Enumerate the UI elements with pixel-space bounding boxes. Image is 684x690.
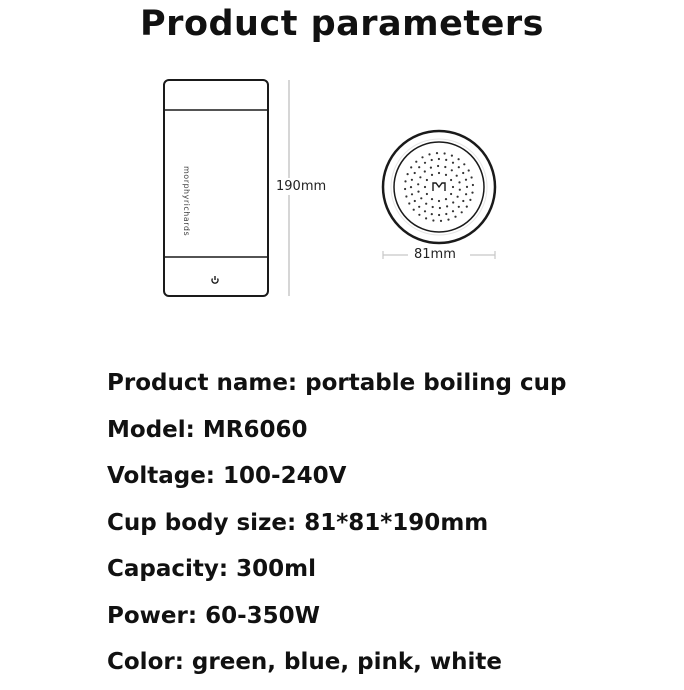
vent-hole <box>419 176 421 178</box>
vent-hole <box>426 193 428 195</box>
vent-hole <box>440 220 442 222</box>
diameter-label: 81mm <box>414 247 456 262</box>
product-diagram <box>0 70 684 310</box>
vent-hole <box>410 166 412 168</box>
vent-hole <box>458 158 460 160</box>
vent-hole <box>405 195 407 197</box>
vent-hole <box>462 200 464 202</box>
vent-hole <box>459 189 461 191</box>
vent-hole <box>424 186 426 188</box>
vent-hole <box>444 152 446 154</box>
vent-hole <box>450 179 452 181</box>
height-label: 190mm <box>276 179 327 194</box>
vent-hole <box>461 211 463 213</box>
vent-hole <box>437 165 439 167</box>
spec-label: Capacity: <box>107 556 229 582</box>
spec-value: 81*81*190mm <box>304 509 489 536</box>
vent-hole <box>465 193 467 195</box>
vent-hole <box>418 206 420 208</box>
vent-hole <box>414 200 416 202</box>
vent-hole <box>418 214 420 216</box>
vent-hole <box>411 179 413 181</box>
vent-hole <box>431 198 433 200</box>
vent-hole <box>439 207 441 209</box>
vent-hole <box>438 214 440 216</box>
vent-hole <box>426 179 428 181</box>
spec-value: 100-240V <box>223 463 347 489</box>
spec-value: portable boiling cup <box>305 370 567 396</box>
vent-hole <box>452 210 454 212</box>
vent-hole <box>454 216 456 218</box>
vent-hole <box>446 205 448 207</box>
vent-hole <box>450 193 452 195</box>
vent-hole <box>452 186 454 188</box>
vent-hole <box>445 213 447 215</box>
vent-hole <box>438 158 440 160</box>
vent-hole <box>414 172 416 174</box>
vent-hole <box>431 174 433 176</box>
vent-hole <box>463 163 465 165</box>
vent-hole <box>451 155 453 157</box>
spec-cup-body-size <box>107 504 677 551</box>
vent-hole <box>445 174 447 176</box>
vent-hole <box>417 191 419 193</box>
vent-hole <box>469 199 471 201</box>
vent-hole <box>438 172 440 174</box>
spec-list <box>107 364 677 690</box>
spec-label: Model: <box>107 416 195 443</box>
brand-vertical-text: morphyrichards <box>182 166 191 237</box>
vent-hole <box>425 203 427 205</box>
vent-hole <box>432 219 434 221</box>
spec-value: 300ml <box>236 556 316 582</box>
vent-hole <box>466 206 468 208</box>
vent-hole <box>471 192 473 194</box>
vent-hole <box>424 170 426 172</box>
power-icon <box>212 276 218 283</box>
spec-value: green, blue, pink, white <box>191 649 502 675</box>
vent-hole <box>458 181 460 183</box>
vent-hole <box>431 213 433 215</box>
vent-hole <box>465 179 467 181</box>
vent-hole <box>445 198 447 200</box>
vent-hole <box>404 180 406 182</box>
vent-hole <box>458 166 460 168</box>
vent-hole <box>451 169 453 171</box>
vent-hole <box>472 184 474 186</box>
vent-hole <box>410 186 412 188</box>
spec-voltage <box>107 457 677 504</box>
vent-hole <box>445 159 447 161</box>
spec-label: Power: <box>107 602 198 629</box>
spec-color <box>107 643 677 690</box>
cup-side-view <box>164 80 268 296</box>
spec-label: Voltage: <box>107 463 216 489</box>
vent-hole <box>404 188 406 190</box>
spec-label: Cup body size: <box>107 509 297 536</box>
vent-hole <box>447 219 449 221</box>
vent-hole <box>418 166 420 168</box>
vent-hole <box>413 209 415 211</box>
page-title: Product parameters <box>140 4 544 44</box>
vent-hole <box>432 206 434 208</box>
spec-capacity <box>107 550 677 597</box>
vent-hole <box>415 161 417 163</box>
vent-hole <box>428 153 430 155</box>
vent-hole <box>430 167 432 169</box>
vent-hole <box>408 202 410 204</box>
vent-hole <box>452 162 454 164</box>
logo-m-icon <box>433 183 445 191</box>
vent-hole <box>468 169 470 171</box>
spec-value: MR6060 <box>202 416 308 443</box>
vent-hole <box>438 200 440 202</box>
vent-hole <box>411 193 413 195</box>
vent-hole <box>417 183 419 185</box>
vent-hole <box>420 197 422 199</box>
vent-hole <box>466 186 468 188</box>
cup-drawings <box>0 70 684 310</box>
vent-hole <box>444 166 446 168</box>
spec-value: 60-350W <box>205 602 320 629</box>
vent-hole <box>452 201 454 203</box>
spec-label: Product name: <box>107 370 298 396</box>
vent-hole <box>424 162 426 164</box>
vent-hole <box>425 217 427 219</box>
vent-hole <box>462 172 464 174</box>
vent-hole <box>471 176 473 178</box>
vent-hole <box>458 206 460 208</box>
vent-hole <box>457 196 459 198</box>
vent-hole <box>421 156 423 158</box>
spec-power <box>107 597 677 644</box>
spec-label: Color: <box>107 649 184 675</box>
spec-model <box>107 411 677 458</box>
vent-hole <box>436 152 438 154</box>
vent-hole <box>407 173 409 175</box>
cup-top-view <box>383 131 495 243</box>
spec-product-name <box>107 364 677 411</box>
vent-hole <box>424 210 426 212</box>
vent-hole <box>456 175 458 177</box>
vent-hole <box>431 159 433 161</box>
